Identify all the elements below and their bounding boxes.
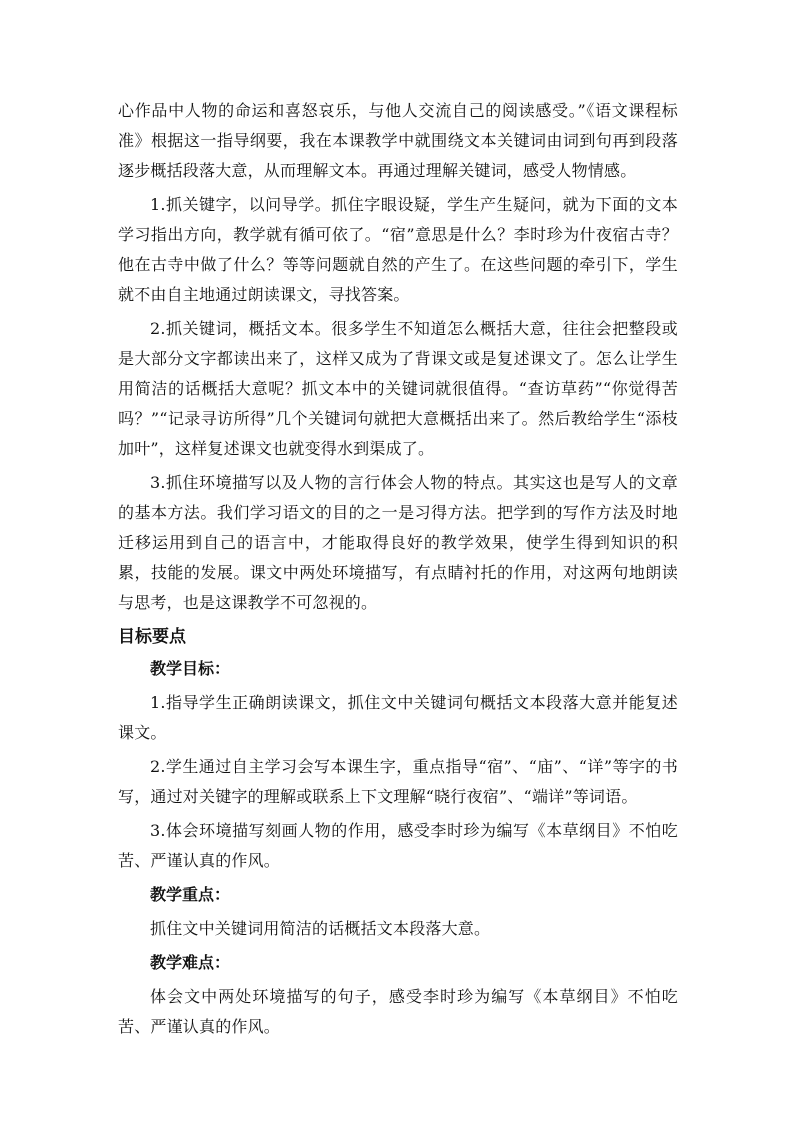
goal-item-3: 3.体会环境描写刻画人物的作用，感受李时珍为编写《本草纲目》不怕吃苦、严谨认真的作风。 <box>118 821 678 870</box>
method-paragraph-1: 1.抓关键字，以问导学。抓住字眼设疑，学生产生疑问，就为下面的文本学习指出方向，教学就有循可依了。“宿”意思是什么？李时珍为什夜宿古寺？他在古寺中做了什么？等等问题就自然的产生了。在这些问题的牵引下，学生就不由自主地通过朗读课文，寻找答案。 <box>118 195 678 304</box>
goal-item-2: 2.学生通过自主学习会写本课生字，重点指导“宿”、“庙”、“详”等字的书写，通过对关键字的理解或联系上下文理解“晓行夜宿”、“端详”等词语。 <box>118 757 678 806</box>
difficulty-label: 教学难点： <box>150 953 231 972</box>
goals-label: 教学目标： <box>150 659 231 678</box>
section-heading: 目标要点 <box>118 627 186 647</box>
key-points-text: 抓住文中关键词用简洁的话概括文本段落大意。 <box>150 919 491 938</box>
intro-paragraph: 心作品中人物的命运和喜怒哀乐，与他人交流自己的阅读感受。”《语文课程标准》根据这一指导纲要，我在本课教学中就围绕文本关键词由词到句再到段落逐步概括段落大意，从而理解文本。再通过理解关键词，感受人物情感。 <box>118 101 678 180</box>
document-page <box>118 96 678 1046</box>
method-paragraph-3: 3.抓住环境描写以及人物的言行体会人物的特点。其实这也是写人的文章的基本方法。我们学习语文的目的之一是习得方法。把学到的写作方法及时地迁移运用到自己的语言中，才能取得良好的教学效果，使学生得到知识的积累，技能的发展。课文中两处环境描写，有点睛衬托的作用，对这两句地朗读与思考，也是这课教学不可忽视的。 <box>118 473 678 612</box>
key-points-label: 教学重点： <box>150 885 231 904</box>
difficulty-text: 体会文中两处环境描写的句子，感受李时珍为编写《本草纲目》不怕吃苦、严谨认真的作风。 <box>118 987 678 1036</box>
goal-item-1: 1.指导学生正确朗读课文，抓住文中关键词句概括文本段落大意并能复述课文。 <box>118 693 678 742</box>
method-paragraph-2: 2.抓关键词，概括文本。很多学生不知道怎么概括大意，往往会把整段或是大部分文字都读出来了，这样又成为了背课文或是复述课文了。怎么让学生用简洁的话概括大意呢？抓文本中的关键词就很值得。“查访草药”“你觉得苦吗？”“记录寻访所得”几个关键词句就把大意概括出来了。然后教给学生“添枝加叶”，这样复述课文也就变得水到渠成了。 <box>118 319 678 458</box>
